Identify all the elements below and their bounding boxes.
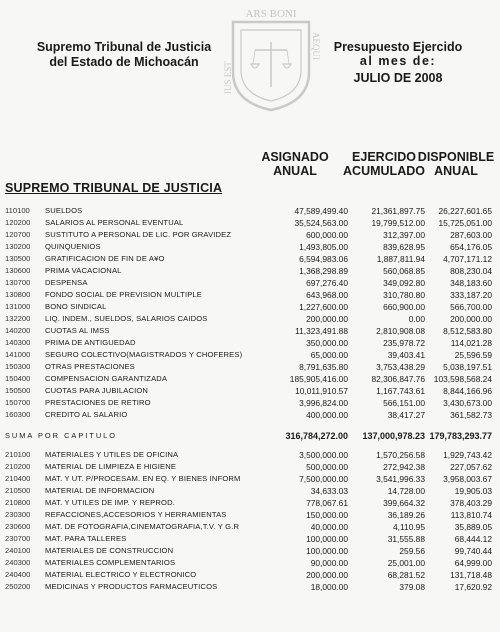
account-description: MATERIAL DE LIMPIEZA E HIGIENE bbox=[45, 462, 177, 471]
amount-disponible: 333,187.20 bbox=[450, 290, 492, 300]
table-row bbox=[0, 289, 500, 301]
amount-asignado: 697,276.40 bbox=[306, 278, 348, 288]
amount-ejercido: 839,628.95 bbox=[383, 242, 425, 252]
table-row bbox=[0, 313, 500, 325]
account-description: SUELDOS bbox=[45, 206, 83, 215]
table-row bbox=[0, 217, 500, 229]
amount-disponible: 4,707,171.12 bbox=[443, 254, 492, 264]
amount-disponible: 8,512,583.80 bbox=[443, 326, 492, 336]
account-code: 130200 bbox=[5, 242, 31, 251]
chapter-total-label: SUMA POR CAPITULO bbox=[5, 431, 118, 440]
account-code: 250200 bbox=[5, 582, 31, 591]
account-code: 210100 bbox=[5, 450, 31, 459]
amount-ejercido: 25,001.00 bbox=[387, 558, 425, 568]
amount-asignado: 18,000.00 bbox=[310, 582, 348, 592]
account-code: 130700 bbox=[5, 278, 31, 287]
amount-ejercido: 14,728.00 bbox=[387, 486, 425, 496]
amount-disponible: 566,700.00 bbox=[450, 302, 492, 312]
account-description: MAT. DE FOTOGRAFIA,CINEMATOGRAFIA,T.V. Y G.R bbox=[45, 522, 240, 531]
account-code: 130800 bbox=[5, 290, 31, 299]
amount-disponible: 654,176.05 bbox=[450, 242, 492, 252]
account-description: LIQ. INDEM., SUELDOS, SALARIOS CAIDOS bbox=[45, 314, 208, 323]
amount-asignado: 200,000.00 bbox=[306, 314, 348, 324]
column-header-asignado-line1: ASIGNADO bbox=[261, 150, 329, 164]
amount-asignado: 778,067.61 bbox=[306, 498, 348, 508]
amount-disponible: 131,718.48 bbox=[450, 570, 492, 580]
account-description: MATERIAL DE INFORMACION bbox=[45, 486, 155, 495]
amount-asignado: 150,000.00 bbox=[306, 510, 348, 520]
account-code: 130600 bbox=[5, 266, 31, 275]
amount-asignado: 643,968.00 bbox=[306, 290, 348, 300]
table-row bbox=[0, 557, 500, 569]
account-description: SALARIOS AL PERSONAL EVENTUAL bbox=[45, 218, 184, 227]
amount-disponible: 17,620.92 bbox=[454, 582, 492, 592]
organization-header bbox=[0, 40, 248, 70]
account-code: 140200 bbox=[5, 326, 31, 335]
account-code: 240100 bbox=[5, 546, 31, 555]
amount-ejercido: 312,397.00 bbox=[383, 230, 425, 240]
amount-asignado: 600,000.00 bbox=[306, 230, 348, 240]
amount-disponible: 25,596.59 bbox=[454, 350, 492, 360]
table-row bbox=[0, 229, 500, 241]
account-code: 230700 bbox=[5, 534, 31, 543]
amount-disponible: 378,403.29 bbox=[450, 498, 492, 508]
amount-ejercido: 31,555.88 bbox=[387, 534, 425, 544]
account-code: 210800 bbox=[5, 498, 31, 507]
table-row bbox=[0, 533, 500, 545]
account-description: BONO SINDICAL bbox=[45, 302, 107, 311]
amount-ejercido: 660,900.00 bbox=[383, 302, 425, 312]
account-code: 130500 bbox=[5, 254, 31, 263]
chapter-total-asignado: 316,784,272.00 bbox=[285, 431, 348, 441]
account-code: 210400 bbox=[5, 474, 31, 483]
amount-asignado: 10,011,910.57 bbox=[295, 386, 348, 396]
account-description: PRIMA VACACIONAL bbox=[45, 266, 122, 275]
amount-ejercido: 349,092.80 bbox=[383, 278, 425, 288]
amount-ejercido: 272,942.38 bbox=[383, 462, 425, 472]
account-code: 131000 bbox=[5, 302, 31, 311]
chapter-total-disponible: 179,783,293.77 bbox=[429, 431, 492, 441]
account-code: 141000 bbox=[5, 350, 31, 359]
report-date: JULIO DE 2008 bbox=[353, 71, 443, 85]
account-code: 120200 bbox=[5, 218, 31, 227]
amount-ejercido: 19,799,512.00 bbox=[371, 218, 425, 228]
table-row bbox=[0, 241, 500, 253]
amount-asignado: 400,000.00 bbox=[306, 410, 348, 420]
seal-text-left: IUS EST bbox=[223, 61, 233, 94]
column-header-ejercido-line1: EJERCIDO bbox=[352, 150, 416, 164]
amount-disponible: 35,889.05 bbox=[454, 522, 492, 532]
table-row bbox=[0, 253, 500, 265]
budget-group-chapter-2000 bbox=[0, 449, 500, 593]
organization-name: Supremo Tribunal de Justicia bbox=[36, 40, 212, 54]
account-description: PRESTACIONES DE RETIRO bbox=[45, 398, 151, 407]
amount-asignado: 100,000.00 bbox=[306, 534, 348, 544]
chapter-total-row bbox=[0, 429, 500, 443]
amount-ejercido: 399,664.32 bbox=[383, 498, 425, 508]
amount-disponible: 5,038,197.51 bbox=[443, 362, 492, 372]
amount-asignado: 185,905,416.00 bbox=[289, 374, 348, 384]
amount-ejercido: 36,189.26 bbox=[387, 510, 425, 520]
amount-ejercido: 259.56 bbox=[399, 546, 425, 556]
amount-disponible: 114,021.28 bbox=[450, 338, 492, 348]
amount-ejercido: 0.00 bbox=[408, 314, 425, 324]
amount-asignado: 7,500,000.00 bbox=[299, 474, 348, 484]
account-code: 230600 bbox=[5, 522, 31, 531]
amount-disponible: 113,810.74 bbox=[450, 510, 492, 520]
amount-asignado: 500,000.00 bbox=[306, 462, 348, 472]
amount-asignado: 1,493,805.00 bbox=[299, 242, 348, 252]
account-description: SUSTITUTO A PERSONAL DE LIC. POR GRAVIDEZ bbox=[45, 230, 232, 239]
amount-disponible: 361,582.73 bbox=[450, 410, 492, 420]
account-code: 240400 bbox=[5, 570, 31, 579]
amount-disponible: 227,057.62 bbox=[450, 462, 492, 472]
account-description: DESPENSA bbox=[45, 278, 88, 287]
account-description: MAT. PARA TALLERES bbox=[45, 534, 127, 543]
amount-asignado: 1,368,298.89 bbox=[299, 266, 348, 276]
amount-asignado: 90,000.00 bbox=[310, 558, 348, 568]
amount-disponible: 808,230.04 bbox=[450, 266, 492, 276]
amount-disponible: 1,929,743.42 bbox=[443, 450, 492, 460]
amount-disponible: 3,430,673.00 bbox=[443, 398, 492, 408]
amount-ejercido: 4,110.95 bbox=[393, 522, 425, 532]
amount-disponible: 8,844,166.96 bbox=[443, 386, 492, 396]
table-row bbox=[0, 205, 500, 217]
amount-disponible: 64,999.00 bbox=[454, 558, 492, 568]
account-code: 240300 bbox=[5, 558, 31, 567]
table-row bbox=[0, 397, 500, 409]
amount-asignado: 8,791,635.80 bbox=[299, 362, 348, 372]
column-header-disponible bbox=[416, 150, 496, 178]
account-description: GRATIFICACION DE FIN DE A¥O bbox=[45, 254, 165, 263]
budget-table bbox=[0, 205, 500, 593]
account-code: 120700 bbox=[5, 230, 31, 239]
account-description: MATERIALES Y UTILES DE OFICINA bbox=[45, 450, 179, 459]
amount-ejercido: 82,306,847.76 bbox=[371, 374, 425, 384]
account-code: 230300 bbox=[5, 510, 31, 519]
column-header-disponible-line1: DISPONIBLE bbox=[417, 150, 495, 164]
account-description: CUOTAS AL IMSS bbox=[45, 326, 110, 335]
table-row bbox=[0, 449, 500, 461]
amount-asignado: 1,227,600.00 bbox=[299, 302, 348, 312]
table-row bbox=[0, 265, 500, 277]
amount-disponible: 19,905.03 bbox=[454, 486, 492, 496]
table-row bbox=[0, 509, 500, 521]
amount-ejercido: 560,068.85 bbox=[383, 266, 425, 276]
account-description: MATERIAL ELECTRICO Y ELECTRONICO bbox=[45, 570, 197, 579]
account-code: 150400 bbox=[5, 374, 31, 383]
table-row bbox=[0, 545, 500, 557]
amount-asignado: 3,996,824.00 bbox=[299, 398, 348, 408]
table-row bbox=[0, 521, 500, 533]
seal-text-right: AEQUI bbox=[311, 32, 321, 60]
account-description: MATERIALES COMPLEMENTARIOS bbox=[45, 558, 176, 567]
account-code: 150300 bbox=[5, 362, 31, 371]
account-description: SEGURO COLECTIVO(MAGISTRADOS Y CHOFERES) bbox=[45, 350, 243, 359]
account-description: FONDO SOCIAL DE PREVISION MULTIPLE bbox=[45, 290, 203, 299]
amount-ejercido: 1,167,743.61 bbox=[376, 386, 425, 396]
table-row bbox=[0, 569, 500, 581]
court-seal-watermark bbox=[223, 2, 321, 112]
account-description: CUOTAS PARA JUBILACION bbox=[45, 386, 149, 395]
table-row bbox=[0, 373, 500, 385]
amount-ejercido: 2,810,908.08 bbox=[376, 326, 425, 336]
table-row bbox=[0, 497, 500, 509]
account-code: 150500 bbox=[5, 386, 31, 395]
amount-disponible: 287,603.00 bbox=[450, 230, 492, 240]
account-description: MAT. Y UT. P/PROCESAM. EN EQ. Y BIENES INFORM bbox=[45, 474, 241, 483]
amount-asignado: 100,000.00 bbox=[306, 546, 348, 556]
amount-ejercido: 566,151.00 bbox=[383, 398, 425, 408]
account-code: 210500 bbox=[5, 486, 31, 495]
column-header-asignado bbox=[257, 150, 333, 178]
table-row bbox=[0, 325, 500, 337]
account-description: REFACCIONES,ACCESORIOS Y HERRAMIENTAS bbox=[45, 510, 227, 519]
amount-ejercido: 3,541,996.33 bbox=[376, 474, 425, 484]
table-row bbox=[0, 409, 500, 421]
account-description: CREDITO AL SALARIO bbox=[45, 410, 128, 419]
table-row bbox=[0, 361, 500, 373]
amount-asignado: 6,594,983.06 bbox=[299, 254, 348, 264]
amount-asignado: 11,323,491.88 bbox=[295, 326, 348, 336]
account-description: OTRAS PRESTACIONES bbox=[45, 362, 135, 371]
amount-asignado: 200,000.00 bbox=[306, 570, 348, 580]
amount-asignado: 47,589,499.40 bbox=[294, 206, 348, 216]
amount-disponible: 68,444.12 bbox=[454, 534, 492, 544]
column-header-ejercido-line2: ACUMULADO bbox=[343, 164, 425, 178]
amount-asignado: 3,500,000.00 bbox=[299, 450, 348, 460]
amount-ejercido: 1,570,256.58 bbox=[376, 450, 425, 460]
account-code: 210200 bbox=[5, 462, 31, 471]
amount-disponible: 26,227,601.65 bbox=[438, 206, 492, 216]
section-title: SUPREMO TRIBUNAL DE JUSTICIA bbox=[5, 181, 223, 195]
table-row bbox=[0, 581, 500, 593]
amount-asignado: 40,000.00 bbox=[310, 522, 348, 532]
budget-group-chapter-1000 bbox=[0, 205, 500, 421]
report-period-label: al mes de: bbox=[359, 54, 437, 68]
amount-disponible: 15,725,051.00 bbox=[438, 218, 492, 228]
amount-disponible: 348,183.60 bbox=[450, 278, 492, 288]
amount-ejercido: 68,281.52 bbox=[387, 570, 425, 580]
organization-state: del Estado de Michoacán bbox=[49, 55, 199, 69]
table-row bbox=[0, 461, 500, 473]
seal-text-top: ARS BONI bbox=[245, 8, 297, 20]
table-row bbox=[0, 485, 500, 497]
account-description: PRIMA DE ANTIGUEDAD bbox=[45, 338, 136, 347]
amount-asignado: 35,524,563.00 bbox=[294, 218, 348, 228]
table-row bbox=[0, 337, 500, 349]
amount-ejercido: 21,361,897.75 bbox=[371, 206, 425, 216]
account-description: MEDICINAS Y PRODUCTOS FARMACEUTICOS bbox=[45, 582, 218, 591]
amount-ejercido: 379.08 bbox=[399, 582, 425, 592]
amount-disponible: 3,958,003.67 bbox=[443, 474, 492, 484]
amount-disponible: 103,598,568.24 bbox=[433, 374, 492, 384]
amount-asignado: 65,000.00 bbox=[310, 350, 348, 360]
amount-ejercido: 235,978.72 bbox=[383, 338, 425, 348]
column-header-asignado-line2: ANUAL bbox=[273, 164, 317, 178]
amount-ejercido: 38,417.27 bbox=[387, 410, 425, 420]
amount-ejercido: 1,887,811.94 bbox=[376, 254, 425, 264]
account-code: 160300 bbox=[5, 410, 31, 419]
account-description: QUINQUENIOS bbox=[45, 242, 101, 251]
table-row bbox=[0, 301, 500, 313]
account-code: 140300 bbox=[5, 338, 31, 347]
account-code: 132200 bbox=[5, 314, 31, 323]
amount-ejercido: 3,753,438.29 bbox=[376, 362, 425, 372]
amount-asignado: 34,633.03 bbox=[310, 486, 348, 496]
chapter-total-ejercido: 137,000,978.23 bbox=[362, 431, 425, 441]
table-row bbox=[0, 349, 500, 361]
account-description: COMPENSACION GARANTIZADA bbox=[45, 374, 168, 383]
account-description: MATERIALES DE CONSTRUCCION bbox=[45, 546, 174, 555]
amount-asignado: 350,000.00 bbox=[306, 338, 348, 348]
report-title: Presupuesto Ejercido bbox=[333, 40, 463, 54]
amount-disponible: 200,000.00 bbox=[450, 314, 492, 324]
table-row bbox=[0, 277, 500, 289]
account-code: 150700 bbox=[5, 398, 31, 407]
amount-ejercido: 310,780.80 bbox=[383, 290, 425, 300]
account-code: 110100 bbox=[5, 206, 30, 215]
column-header-disponible-line2: ANUAL bbox=[434, 164, 478, 178]
report-header bbox=[318, 40, 478, 85]
amount-disponible: 99,740.44 bbox=[454, 546, 492, 556]
account-description: MAT. Y UTILES DE IMP. Y REPROD. bbox=[45, 498, 175, 507]
table-row bbox=[0, 473, 500, 485]
table-row bbox=[0, 385, 500, 397]
amount-ejercido: 39,403.41 bbox=[387, 350, 425, 360]
